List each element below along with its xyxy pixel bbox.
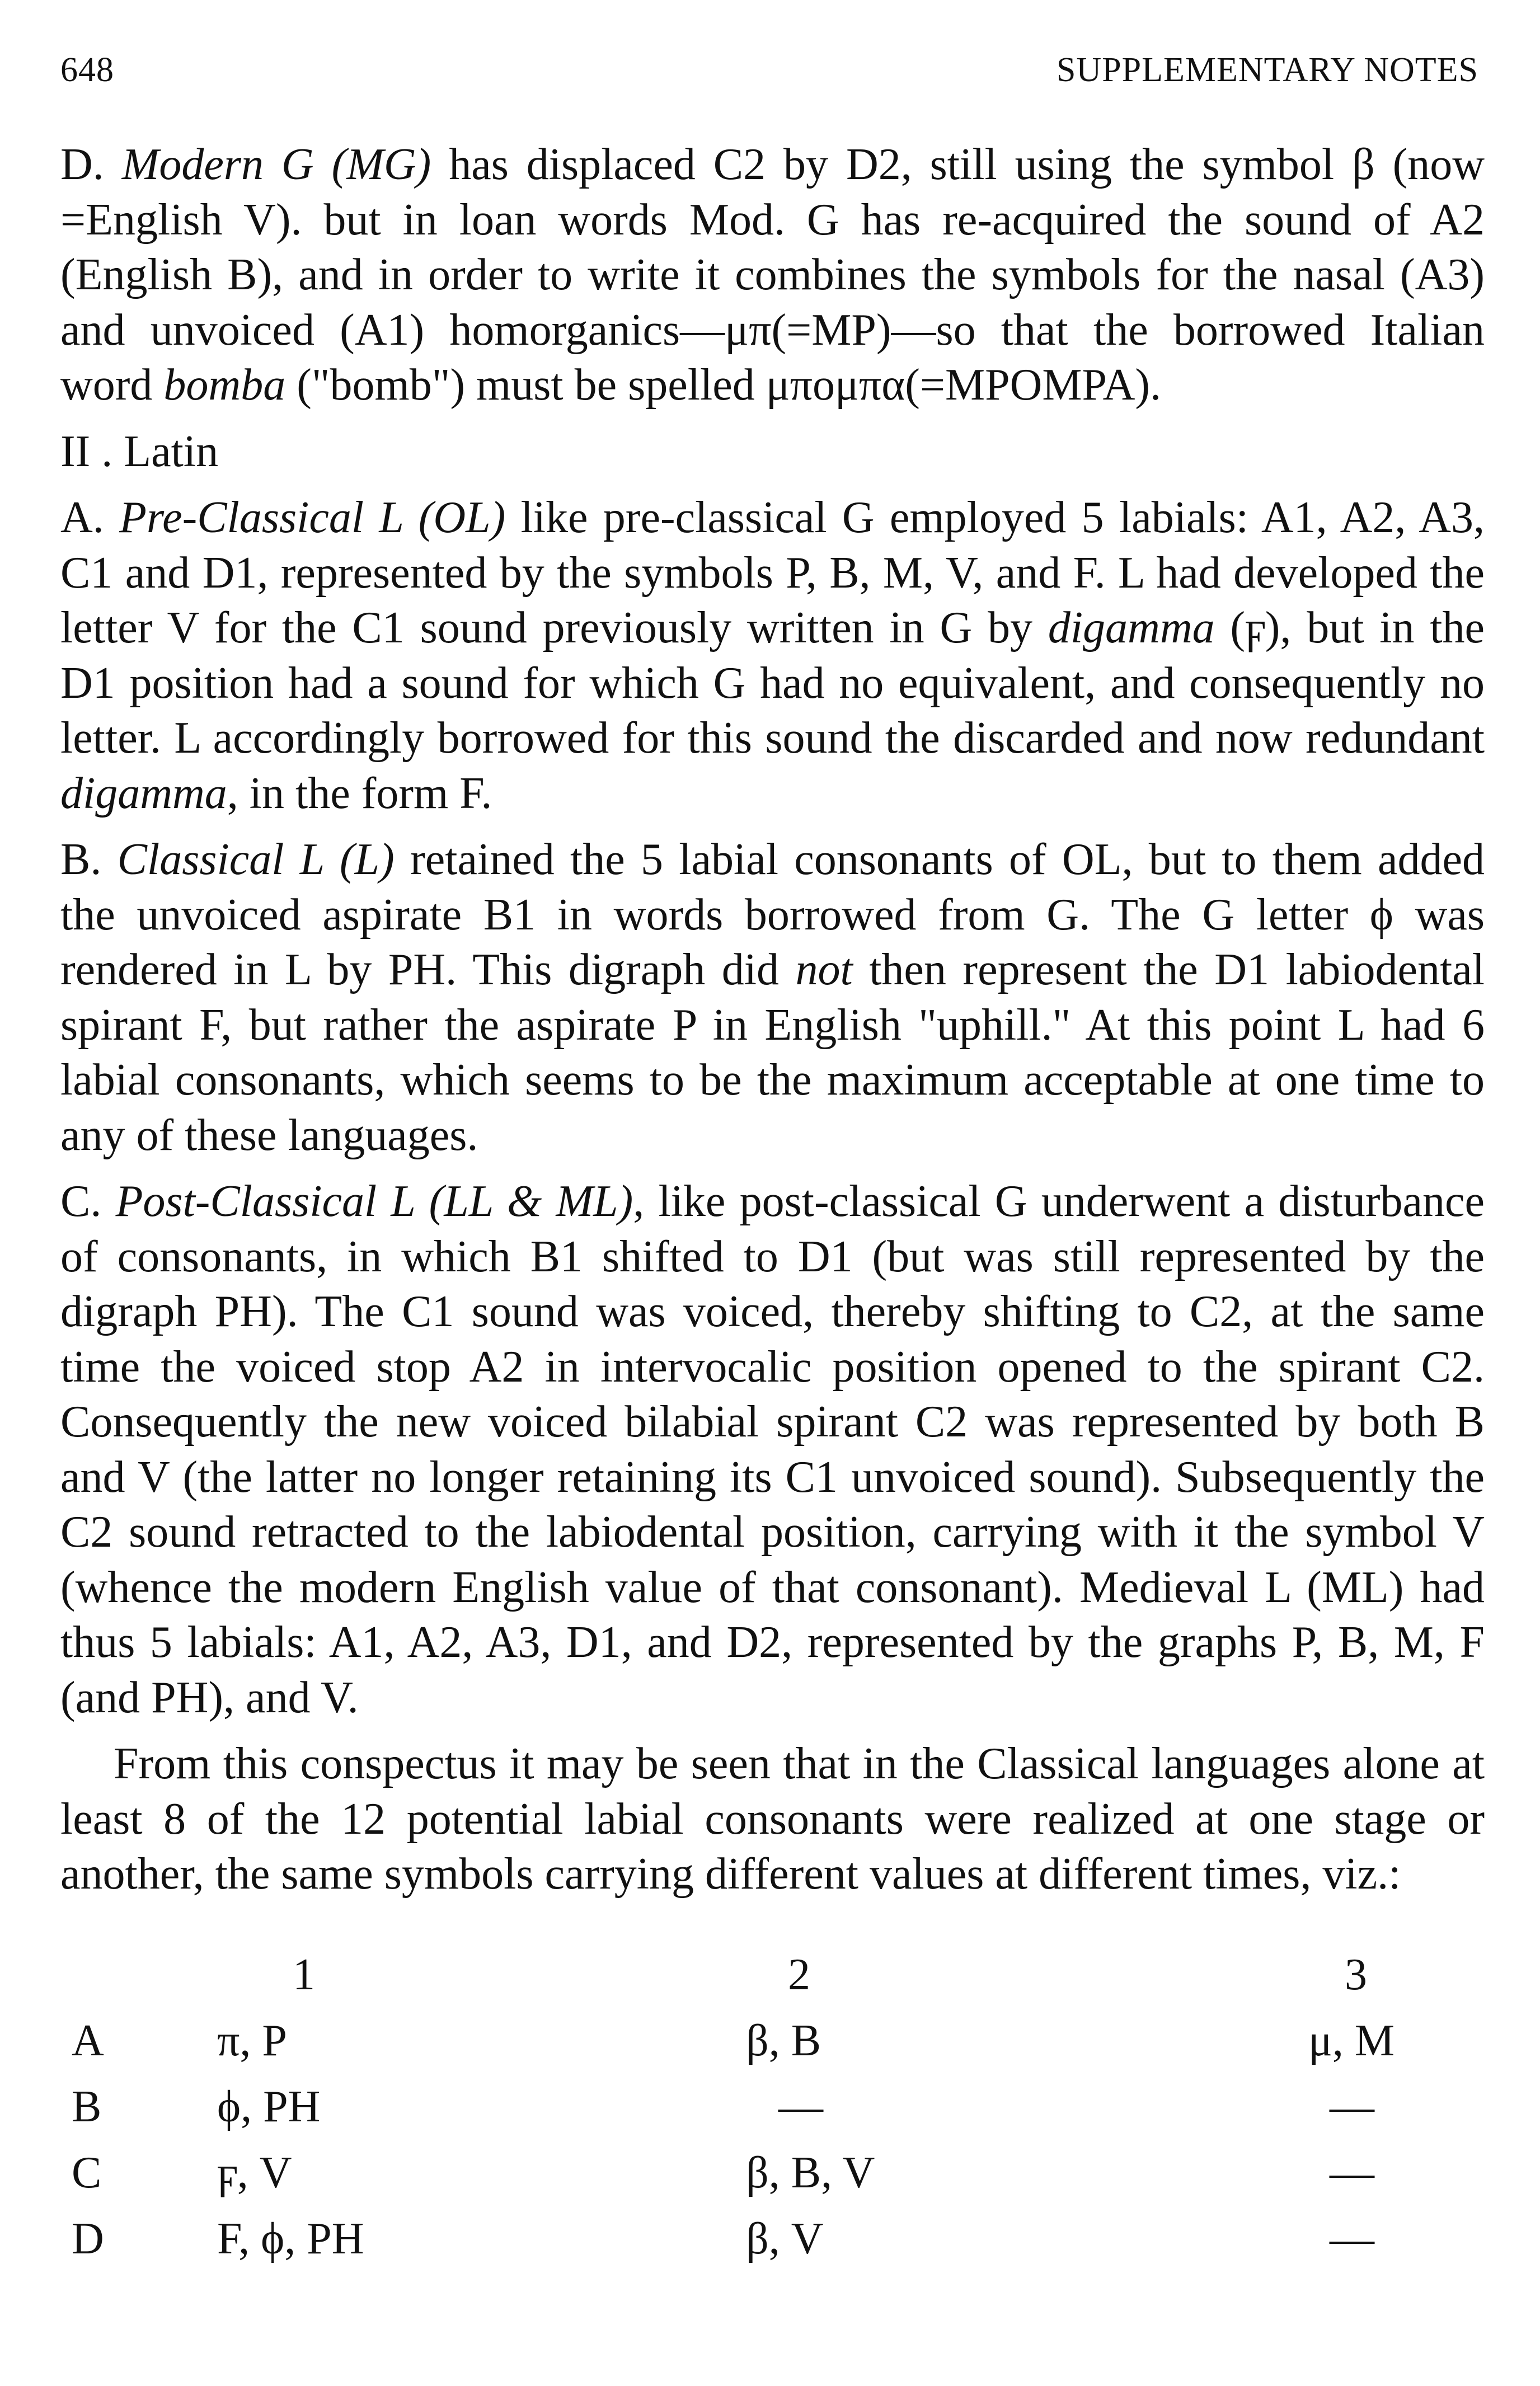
paragraph-text-end: , in the form F. — [227, 768, 492, 818]
paragraph-conspectus: From this conspectus it may be seen that in the Classical languages alone at least 8 of the 12 potential labial consonants were realized at one stage or another, the same symbols carrying different values at different times, viz.: — [60, 1739, 1485, 1899]
table-cell: μ, M — [1308, 2016, 1395, 2065]
italic-word: not — [795, 945, 853, 994]
section-label: B. — [60, 835, 102, 884]
section-title: Pre-Classical L (OL) — [119, 493, 506, 542]
section-label: C. — [60, 1177, 102, 1226]
paragraph-text-end: ("bomb") must be spelled μπομπα(=MPOMPA). — [285, 360, 1162, 410]
table-cell: β, B — [746, 2016, 821, 2065]
section-label: D. — [60, 140, 104, 189]
italic-word: digamma — [1048, 603, 1215, 652]
table-cell: ϝ, V — [217, 2148, 292, 2197]
paragraph-text-end: then represent the D1 labiodental spirant F, but rather the aspirate P in English "uphill." At this point L had 6 labial consonants, which seems to be the maximum acceptable at one time to any of these languages. — [60, 945, 1485, 1160]
paragraph-text: like pre-classical G employed 5 labials: A1, A2, A3, C1 and D1, represented by the symbols P, B, M, V, and F. L had developed the letter V for the C1 sound previously written in G by — [60, 493, 1485, 652]
latin-heading: II . Latin — [60, 426, 219, 476]
table-row — [60, 2140, 1485, 2206]
table-cell: — — [1330, 2214, 1374, 2263]
section-title: Modern G (MG) — [121, 140, 431, 189]
row-label: D — [72, 2214, 104, 2263]
column-header-3: 3 — [1345, 1950, 1367, 1999]
labial-consonant-table — [60, 1942, 1485, 2272]
paragraph-text: , like post-classical G underwent a disturbance of consonants, in which B1 shifted to D1 (but was still represented by the digraph PH). The C1 sound was voiced, thereby shifting to C2, at the same time the voiced stop A2 in intervocalic position opened to the spirant C2. Consequently the new voiced bilabial spirant C2 was represented by both B and V (the latter no longer retaining its C1 unvoiced sound). Subsequently the C2 sound retracted to the labiodental position, carrying with it the symbol V (whence the modern English value of that consonant). Medieval L (ML) had thus 5 labials: A1, A2, A3, D1, and D2, represented by the graphs P, B, M, F (and PH), and V. — [60, 1177, 1485, 1722]
body-text — [60, 137, 1485, 1902]
section-title: Post-Classical L (LL & ML) — [115, 1177, 633, 1226]
page-header — [60, 50, 1478, 90]
table-cell: — — [1330, 2082, 1374, 2131]
running-title: SUPPLEMENTARY NOTES — [1056, 51, 1478, 89]
paragraph-b-classical — [60, 832, 1485, 1163]
paragraph-a-pre-classical — [60, 490, 1485, 821]
row-label: A — [72, 2016, 104, 2065]
column-header-1: 1 — [293, 1950, 315, 1999]
table-cell: — — [778, 2082, 823, 2131]
italic-word-2: digamma — [60, 768, 227, 818]
column-header-2: 2 — [788, 1950, 810, 1999]
section-label: A. — [60, 493, 104, 542]
paragraph-text-mid: (ϝ), but in the D1 position had a sound for which G had no equivalent, and consequently no letter. L accordingly borrowed for this sound the discarded and now redundant — [60, 603, 1485, 763]
paragraph-c-post-classical — [60, 1174, 1485, 1725]
table-cell: β, V — [746, 2214, 824, 2263]
page-number: 648 — [60, 51, 114, 89]
section-title: Classical L (L) — [117, 835, 395, 884]
table-row — [60, 2206, 1485, 2272]
row-label: B — [72, 2082, 102, 2131]
table-cell: β, B, V — [746, 2148, 875, 2197]
paragraph-text: has displaced C2 by D2, still using the symbol β (now =English V). but in loan words Mod. G has re-acquired the sound of A2 (English B), and in order to write it combines the symbols for the nasal (A3) and unvoiced (A1) homorganics—μπ(=MP)—so that the borrowed Italian word — [60, 140, 1485, 410]
row-label: C — [72, 2148, 102, 2197]
paragraph-text: retained the 5 labial consonants of OL, but to them added the unvoiced aspirate B1 in words borrowed from G. The G letter ϕ was rendered in L by PH. This digraph did — [60, 835, 1485, 994]
table-cell: π, P — [217, 2016, 287, 2065]
table-cell: F, ϕ, PH — [217, 2214, 364, 2263]
table-header-row — [60, 1942, 1485, 2008]
table-row — [60, 2008, 1485, 2074]
table-cell: — — [1330, 2148, 1374, 2197]
italic-word: bomba — [163, 360, 286, 410]
table-cell: ϕ, PH — [217, 2082, 321, 2131]
paragraph-d-modern-greek — [60, 137, 1485, 413]
table-row — [60, 2074, 1485, 2140]
